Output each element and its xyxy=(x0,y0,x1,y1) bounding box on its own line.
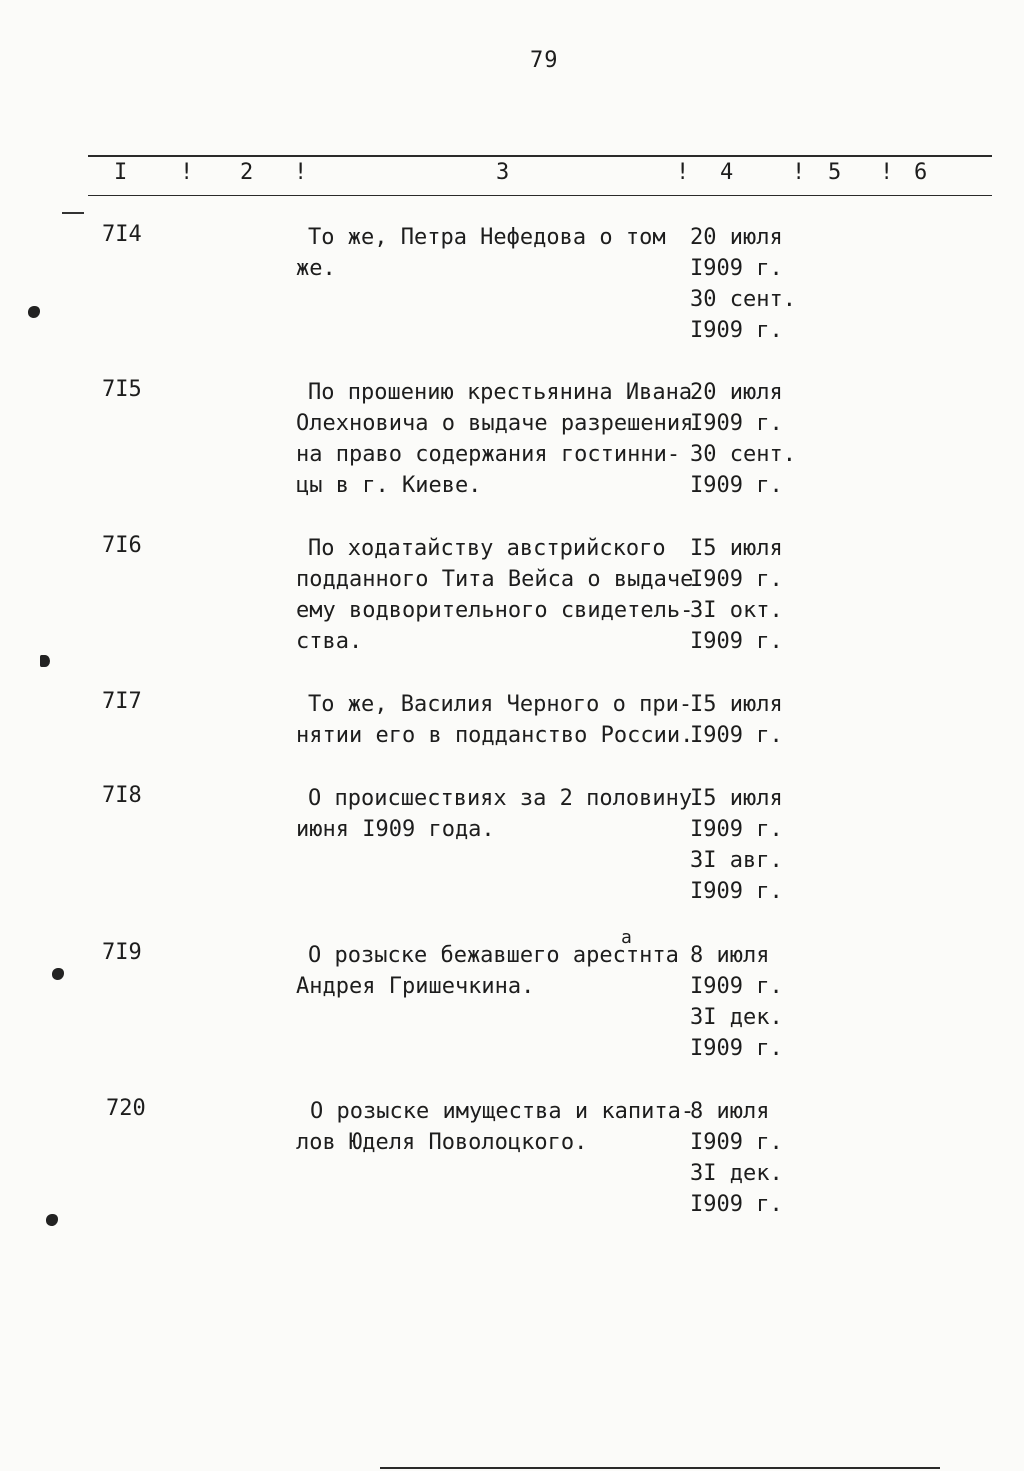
date-line: I909 г. xyxy=(690,879,783,904)
entry-number: 7I5 xyxy=(102,377,142,402)
description-line: же. xyxy=(296,256,336,281)
description-line: лов Юделя Поволоцкого. xyxy=(296,1130,588,1155)
date-line: I909 г. xyxy=(690,567,783,592)
description-line: ства. xyxy=(296,629,363,654)
date-line: I5 июля xyxy=(690,786,783,811)
header-col-2: 2 xyxy=(240,160,254,185)
date-line: I909 г. xyxy=(690,1192,783,1217)
entry-number: 7I7 xyxy=(102,689,142,714)
entry-dates xyxy=(690,1096,820,1220)
date-line: 8 июля xyxy=(690,1099,770,1124)
entry-description xyxy=(296,689,694,751)
description-line: Андрея Гришечкина. xyxy=(296,974,535,999)
description-line: цы в г. Киеве. xyxy=(296,473,482,498)
binding-hole-mark xyxy=(46,1214,58,1226)
description-line: То же, Петра Нефедова о том xyxy=(308,225,666,250)
description-line: подданного Тита Вейса о выдаче xyxy=(296,567,694,592)
entry-number: 7I6 xyxy=(102,533,142,558)
entry-dates xyxy=(690,689,820,751)
description-line: ему водворительного свидетель- xyxy=(296,598,694,623)
description-line: О происшествиях за 2 половину xyxy=(308,786,693,811)
header-separator: ! xyxy=(294,160,308,185)
entry-number: 7I4 xyxy=(102,222,142,247)
date-line: I909 г. xyxy=(690,817,783,842)
header-col-4: 4 xyxy=(720,160,734,185)
entry-number: 7I9 xyxy=(102,940,142,965)
entry-dates xyxy=(690,377,820,501)
entry-dates xyxy=(690,222,820,346)
date-line: I909 г. xyxy=(690,318,783,343)
date-line: 20 июля xyxy=(690,380,783,405)
date-line: 3I дек. xyxy=(690,1161,783,1186)
page-bottom-edge xyxy=(380,1467,940,1469)
description-line: О розыске бежавшего арестнта xyxy=(308,943,679,968)
table-top-rule xyxy=(88,155,992,157)
binding-hole-mark xyxy=(52,968,64,980)
description-line: По прошению крестьянина Ивана xyxy=(308,380,693,405)
entry-description xyxy=(296,1096,695,1158)
header-col-6: 6 xyxy=(914,160,928,185)
date-line: I909 г. xyxy=(690,473,783,498)
binding-hole-mark xyxy=(28,306,40,318)
description-line: на право содержания гостинни- xyxy=(296,442,681,467)
entry-description xyxy=(296,533,694,657)
entry-description xyxy=(296,940,686,1002)
header-separator: ! xyxy=(676,160,690,185)
date-line: 3I авг. xyxy=(690,848,783,873)
binding-hole-mark xyxy=(40,655,50,667)
description-line: Олехновича о выдаче разрешения xyxy=(296,411,694,436)
description-line: О розыске имущества и капита- xyxy=(310,1099,695,1124)
handwritten-correction: а xyxy=(621,927,632,948)
header-separator: ! xyxy=(880,160,894,185)
page-number: 79 xyxy=(530,48,559,73)
date-line: 30 сент. xyxy=(690,287,796,312)
date-line: I909 г. xyxy=(690,411,783,436)
header-col-3: 3 xyxy=(496,160,510,185)
entry-number: 720 xyxy=(106,1096,146,1121)
entry-number: 7I8 xyxy=(102,783,142,808)
header-col-5: 5 xyxy=(828,160,842,185)
entry-dates xyxy=(690,940,820,1064)
table-header-bottom-rule xyxy=(88,195,992,196)
description-line: июня I909 года. xyxy=(296,817,495,842)
date-line: 3I окт. xyxy=(690,598,783,623)
entry-description xyxy=(296,222,686,284)
entry-dates xyxy=(690,783,820,907)
description-line: То же, Василия Черного о при- xyxy=(308,692,693,717)
date-line: I909 г. xyxy=(690,256,783,281)
date-line: I909 г. xyxy=(690,723,783,748)
date-line: I5 июля xyxy=(690,692,783,717)
date-line: 8 июля xyxy=(690,943,770,968)
date-line: I5 июля xyxy=(690,536,783,561)
description-line: По ходатайству австрийского xyxy=(308,536,666,561)
entry-description xyxy=(296,783,693,845)
date-line: I909 г. xyxy=(690,1130,783,1155)
margin-tick-mark xyxy=(62,212,84,214)
header-separator: ! xyxy=(792,160,806,185)
header-separator: ! xyxy=(180,160,194,185)
entry-description xyxy=(296,377,694,501)
date-line: 3I дек. xyxy=(690,1005,783,1030)
date-line: 30 сент. xyxy=(690,442,796,467)
header-col-1: I xyxy=(114,160,128,185)
description-line: нятии его в подданство России. xyxy=(296,723,694,748)
date-line: 20 июля xyxy=(690,225,783,250)
date-line: I909 г. xyxy=(690,629,783,654)
date-line: I909 г. xyxy=(690,974,783,999)
entry-dates xyxy=(690,533,820,657)
date-line: I909 г. xyxy=(690,1036,783,1061)
